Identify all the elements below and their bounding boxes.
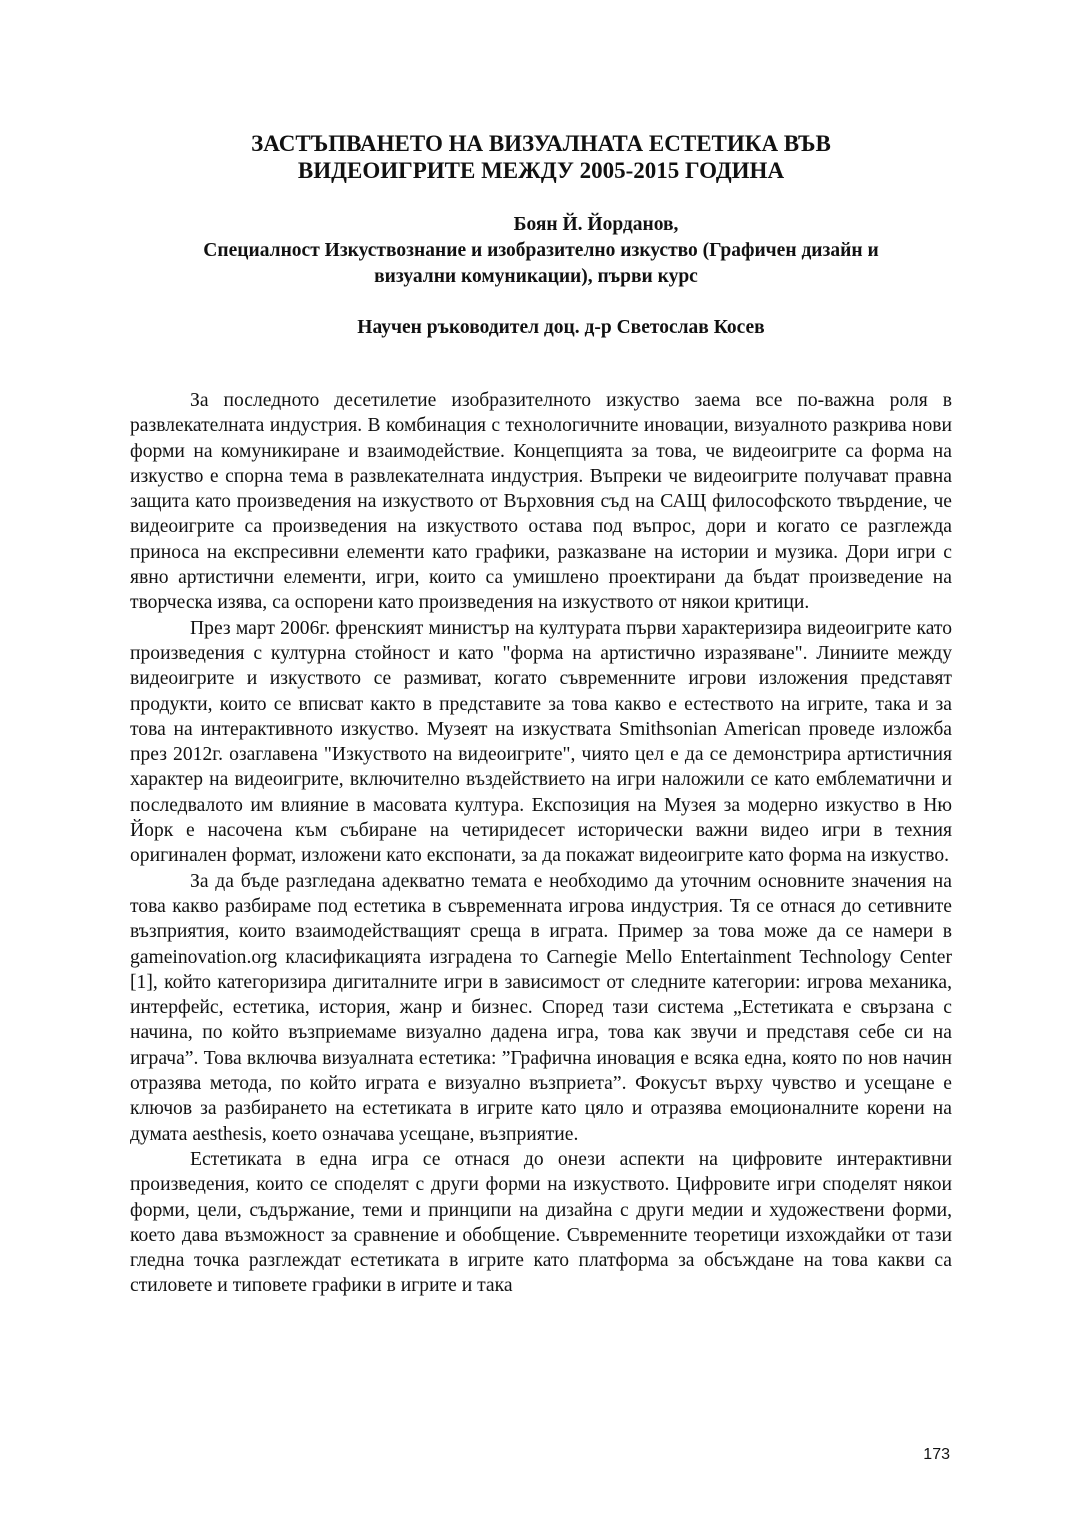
page-number: 173 (923, 1446, 950, 1463)
paper-title (130, 130, 952, 184)
paragraph: За да бъде разгледана адекватно темата е необходимо да уточним основните значения на това какво разбираме под естетика в съвременната игрова индустрия. Тя се отнася до сетивните възприятия, които взаимодействащият среща в играта. Пример за това може да се намери в gameinovation.org класификацията изградена то Carnegie Mello Entertainment Technology Center [1], който категоризира дигиталните игри в зависимост от следните категории: игрова механика, интерфейс, естетика, история, жанр и бизнес. Според тази система „Естетиката е свързана с начина, по който възприемаме визуално дадена игра, това как звучи и представя себе си на играча”. Това включва визуалната естетика: ”Графична иновация е всяка една, която по нов начин отразява метода, по който играта е визуално възприета”. Фокусът върху чувство и усещане е ключов за разбирането на естетиката в игрите като цяло и отразява емоционалните корени на думата aesthesis, което означава усещане, възприятие. (130, 870, 952, 1145)
author-affiliation-line-2: визуални комуникации), първи курс (374, 266, 698, 287)
author-block (130, 212, 952, 290)
body-text (130, 388, 952, 1299)
author-name: Боян Й. Йорданов, (513, 214, 679, 235)
scientific-advisor: Научен ръководител доц. д-р Светослав Косев (357, 317, 765, 338)
paragraph: Естетиката в една игра се отнася до онези аспекти на цифровите интерактивни произведения, които се споделят с други форми на изкуството. Цифровите игри споделят някои форми, цели, съдържание, теми и принципи на дизайна с други медии и художествени форми, което дава възможност за сравнение и обобщение. Съвременните теоретици изхождайки от тази гледна точка разглеждат естетиката в игрите като платформа за обсъждане на това какви са стиловете и типовете графики в игрите и така (130, 1148, 952, 1297)
title-line-2: ВИДЕОИГРИТЕ МЕЖДУ 2005-2015 ГОДИНА (297, 158, 785, 183)
author-affiliation-line-1: Специалност Изкуствознание и изобразително изкуство (Графичен дизайн и (203, 240, 879, 261)
paragraph: За последното десетилетие изобразителното изкуство заема все по-важна роля в развлекателната индустрия. В комбинация с технологичните иновации, визуалното разкрива нови форми на комуникиране и взаимодействие. Концепцията за това, че видеоигрите са форма на изкуство е спорна тема в развлекателната индустрия. Въпреки че видеоигрите получават правна защита като произведения на изкуството от Върховния съд на САЩ философското твърдение, че видеоигрите са произведения на изкуството остава под въпрос, дори и когато се разглежда приноса на експресивни елементи като графики, разказване на истории и музика. Дори игри с явно артистични елементи, игри, които са умишлено проектирани да бъдат произведение на творческа изява, са оспорени като произведения на изкуството от някои критици. (130, 390, 952, 614)
paragraph: През март 2006г. френският министър на културата първи характеризира видеоигрите като произведения с културна стойност и като "форма на артистично изразяване". Линиите между видеоигрите и изкуството се размиват, когато съвременните игрови изложения представят продукти, които се вписват както в представите за това какво е естеството на игрите, така и за това на интерактивното изкуство. Музеят на изкуствата Smithsonian American проведе изложба през 2012г. озаглавена "Изкуството на видеоигрите", чиято цел е да се демонстрира артистичния характер на видеоигрите, включително въздействието на игри наложили се като емблематични и последвалото им влияние в масовата култура. Експозиция на Музея за модерно изкуство в Ню Йорк е насочена към събиране на четиридесет исторически важни видео игри в техния оригинален формат, изложени като експонати, за да покажат видеоигрите като форма на изкуство. (130, 617, 952, 867)
title-line-1: ЗАСТЪПВАНЕТО НА ВИЗУАЛНАТА ЕСТЕТИКА ВЪВ (251, 131, 831, 156)
